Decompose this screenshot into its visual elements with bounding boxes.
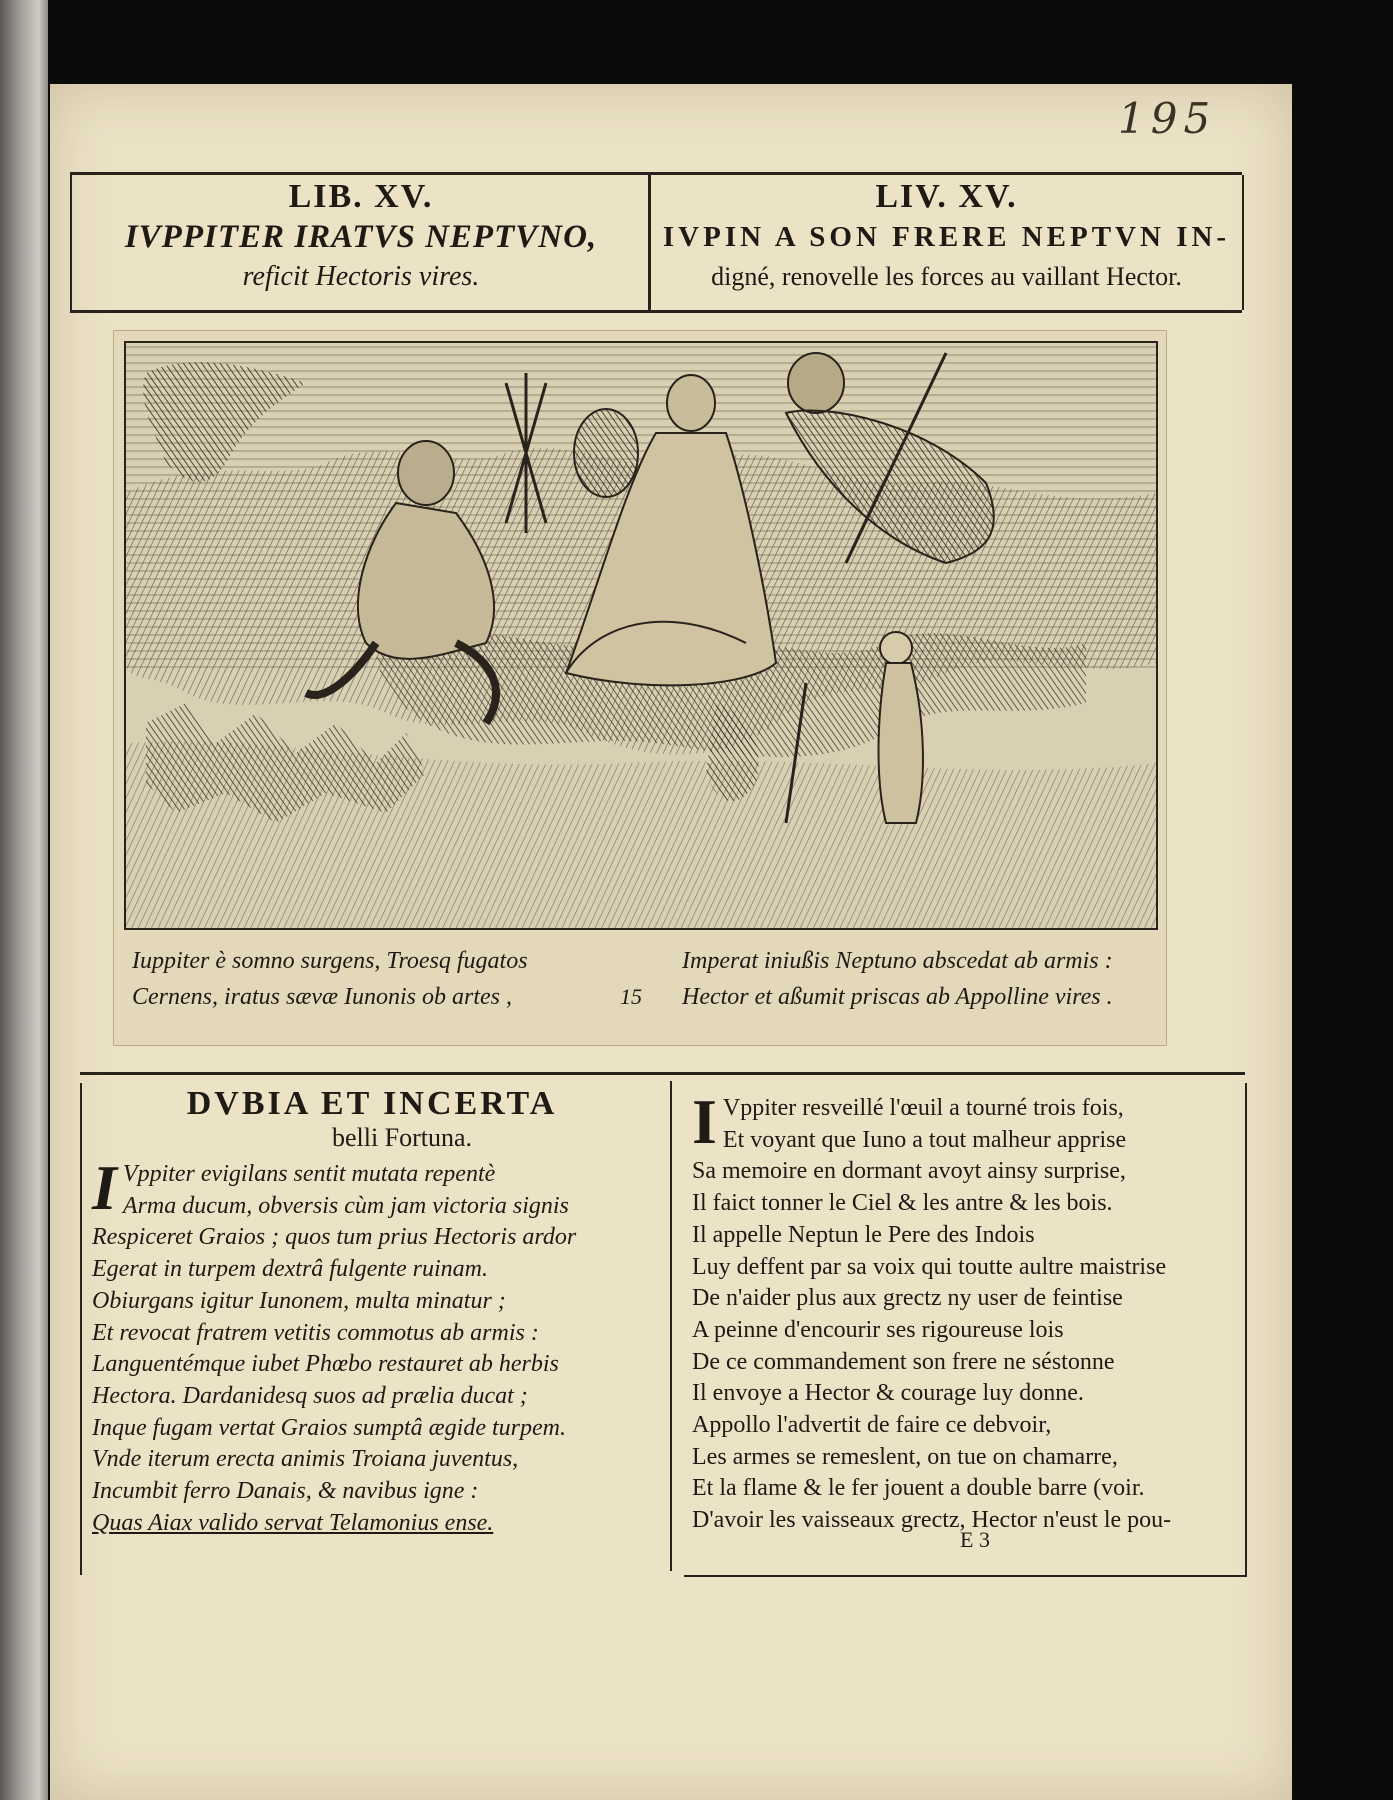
- folio-number: 195: [1118, 94, 1217, 143]
- caption-line-number: 15: [620, 984, 642, 1009]
- verse-line: Appollo l'advertit de faire ce debvoir,: [692, 1412, 1052, 1439]
- verse-line: D'avoir les vaisseaux grectz, Hector n'eust le pou-: [692, 1507, 1172, 1534]
- engraving-caption: [132, 943, 1152, 1033]
- latin-header: [70, 175, 650, 310]
- verse-line: Quas Aiax valido servat Telamonius ense.: [92, 1509, 494, 1536]
- verse-line: Respiceret Graios ; quos tum prius Hectoris ardor: [92, 1224, 577, 1251]
- engraving-illustration: [126, 343, 1156, 928]
- french-header: [651, 175, 1244, 310]
- verse-line: Obiurgans igitur Iunonem, multa minatur ;: [92, 1287, 506, 1314]
- latin-title: IVPPITER IRATVS NEPTVNO,: [124, 219, 598, 255]
- french-dropcap: I: [692, 1086, 717, 1157]
- french-subtitle: digné, renovelle les forces au vaillant Hector.: [711, 262, 1182, 291]
- verse-line: Sa memoire en dormant avoyt ainsy surprise,: [692, 1158, 1126, 1185]
- latin-dropcap: I: [92, 1152, 117, 1223]
- caption-left: [132, 943, 602, 1015]
- verse-line: Il faict tonner le Ciel & les antre & les bois.: [692, 1190, 1113, 1217]
- verse-line: Vppiter resveillé l'œuil a tourné trois fois,: [722, 1095, 1124, 1121]
- verse-line: Languentémque iubet Phœbo restauret ab herbis: [92, 1351, 559, 1378]
- engraving-plate: [113, 330, 1167, 1046]
- verse-line: Egerat in turpem dextrâ fulgente ruinam.: [92, 1256, 488, 1283]
- verse-line: Luy deffent par sa voix qui toutte aultre maistrise: [692, 1253, 1167, 1280]
- caption-right-line: Imperat iniußis Neptuno abscedat ab armis :: [682, 948, 1113, 974]
- verse-line: Vppiter evigilans sentit mutata repentè: [122, 1161, 496, 1187]
- verse-line: Et voyant que Iuno a tout malheur apprise: [722, 1126, 1127, 1153]
- page-header: [70, 172, 1242, 313]
- french-column: [684, 1083, 1247, 1577]
- engraving-image: [124, 341, 1158, 930]
- latin-verse: [82, 1152, 662, 1539]
- latin-subtitle: reficit Hectoris vires.: [242, 261, 480, 292]
- text-columns: [80, 1072, 1245, 1583]
- verse-line: Et la flame & le fer jouent a double barre (voir.: [692, 1475, 1145, 1502]
- caption-left-line: Iuppiter è somno surgens, Troesq fugatos: [132, 948, 528, 974]
- verse-line: Il envoye a Hector & courage luy donne.: [692, 1380, 1084, 1407]
- latin-book-number: LIB. XV.: [288, 178, 434, 215]
- caption-right: [682, 943, 1152, 1015]
- latin-column-heading: DVBIA ET INCERTA: [186, 1085, 558, 1122]
- verse-line: De n'aider plus aux grectz ny user de feintise: [692, 1285, 1123, 1312]
- verse-line: Les armes se remeslent, on tue on chamarre,: [692, 1443, 1118, 1470]
- verse-line: Hectora. Dardanidesq suos ad prælia ducat ;: [92, 1382, 528, 1409]
- verse-line: Vnde iterum erecta animis Troiana juventus,: [92, 1446, 519, 1473]
- verse-line: A peinne d'encourir ses rigoureuse lois: [692, 1316, 1064, 1343]
- verse-line: De ce commandement son frere ne séstonne: [692, 1348, 1115, 1375]
- verse-line: Il appelle Neptun le Pere des Indois: [692, 1221, 1035, 1248]
- column-divider: [670, 1081, 672, 1571]
- book-spine-edge: [0, 0, 48, 1800]
- latin-column: [80, 1083, 662, 1575]
- verse-line: Et revocat fratrem vetitis commotus ab armis :: [92, 1319, 539, 1346]
- caption-left-line: Cernens, iratus sævæ Iunonis ob artes ,: [132, 984, 513, 1010]
- latin-column-subheading: belli Fortuna.: [331, 1123, 473, 1152]
- verse-line: Arma ducum, obversis cùm jam victoria signis: [122, 1192, 569, 1219]
- french-book-number: LIV. XV.: [875, 178, 1018, 215]
- verse-line: Incumbit ferro Danais, & navibus igne :: [92, 1478, 479, 1505]
- french-verse: [684, 1086, 1245, 1537]
- caption-right-line: Hector et aßumit priscas ab Appolline vires .: [682, 984, 1113, 1010]
- verse-line: Inque fugam vertat Graios sumptâ ægide turpem.: [92, 1414, 566, 1441]
- signature-mark: E 3: [960, 1527, 990, 1552]
- french-title: IVPIN A SON FRERE NEPTVN IN-: [662, 221, 1231, 253]
